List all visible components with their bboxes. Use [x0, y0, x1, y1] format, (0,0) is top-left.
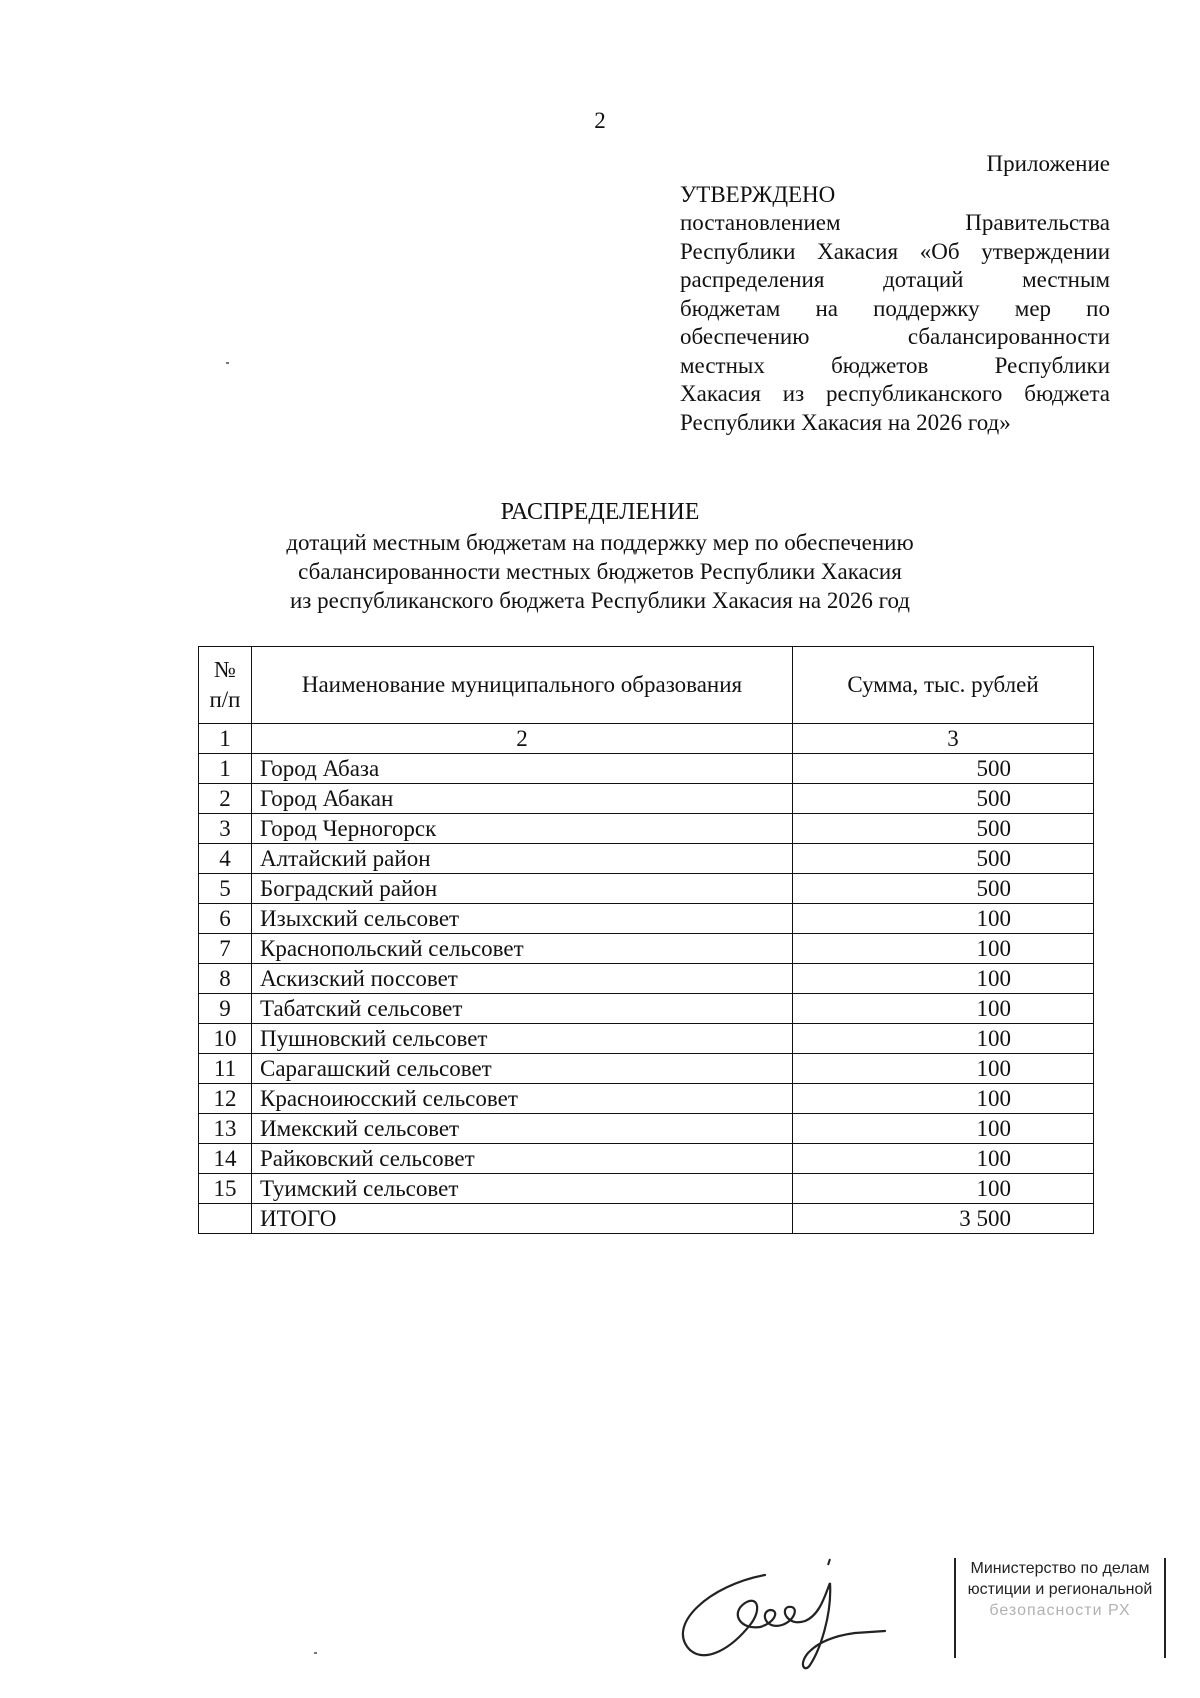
approval-line: бюджетам на поддержку мер по — [680, 295, 1110, 321]
row-number: 11 — [199, 1054, 252, 1084]
amount: 100 — [793, 1054, 1094, 1084]
table-row — [199, 904, 1094, 934]
title-line: сбалансированности местных бюджетов Республики Хакасия — [298, 559, 902, 584]
municipality-name: Изыхский сельсовет — [252, 904, 793, 934]
header-name: Наименование муниципального образования — [252, 647, 793, 724]
amount: 100 — [793, 934, 1094, 964]
table-row — [199, 784, 1094, 814]
row-number: 9 — [199, 994, 252, 1024]
table-row — [199, 994, 1094, 1024]
municipality-name: Райковский сельсовет — [252, 1144, 793, 1174]
municipality-name: Пушновский сельсовет — [252, 1024, 793, 1054]
row-number: 12 — [199, 1084, 252, 1114]
header-number-abbr: п/п — [209, 687, 241, 712]
approved-label: УТВЕРЖДЕНО — [680, 181, 836, 207]
title-line: из республиканского бюджета Республики Хакасия на 2026 год — [290, 588, 910, 613]
row-number: 5 — [199, 874, 252, 904]
municipality-name: Боградский район — [252, 874, 793, 904]
column-numbers-row — [199, 724, 1094, 754]
row-number: 10 — [199, 1024, 252, 1054]
amount: 100 — [793, 1024, 1094, 1054]
municipality-name: Аскизский поссовет — [252, 964, 793, 994]
registration-stamp — [954, 1558, 1166, 1658]
approval-line: Хакасия из республиканского бюджета — [680, 381, 1110, 406]
amount: 500 — [793, 874, 1094, 904]
approval-line: Республики Хакасия на 2026 год» — [680, 409, 1011, 435]
distribution-table — [198, 646, 1094, 1234]
table-row — [199, 1114, 1094, 1144]
municipality-name: Имекский сельсовет — [252, 1114, 793, 1144]
approval-line: Республики Хакасия «Об утверждении — [680, 238, 1110, 264]
page-number: 2 — [594, 108, 606, 133]
amount: 100 — [793, 964, 1094, 994]
approval-line: местных бюджетов Республики — [680, 352, 1110, 378]
approval-line: распределения дотаций местным — [680, 267, 1110, 292]
amount: 500 — [793, 784, 1094, 814]
appendix-label: Приложение — [986, 151, 1110, 176]
amount: 100 — [793, 1174, 1094, 1204]
table-row — [199, 874, 1094, 904]
municipality-name: Город Черногорск — [252, 814, 793, 844]
table-row — [199, 1024, 1094, 1054]
total-municipality-name: ИТОГО — [252, 1204, 793, 1234]
total-row — [199, 1204, 1094, 1234]
stamp-line: Министерство по делам — [970, 1560, 1150, 1577]
table-row — [199, 1174, 1094, 1204]
scan-speck — [226, 362, 229, 364]
municipality-name: Туимский сельсовет — [252, 1174, 793, 1204]
table-row — [199, 1054, 1094, 1084]
table-row — [199, 1084, 1094, 1114]
amount: 100 — [793, 1144, 1094, 1174]
table-row — [199, 844, 1094, 874]
amount: 500 — [793, 754, 1094, 784]
title-heading: РАСПРЕДЕЛЕНИЕ — [500, 499, 700, 525]
table-row — [199, 814, 1094, 844]
municipality-name: Табатский сельсовет — [252, 994, 793, 1024]
approval-line: постановлением Правительства — [680, 210, 1110, 235]
amount: 500 — [793, 844, 1094, 874]
total-amount: 3 500 — [793, 1204, 1094, 1234]
row-number: 13 — [199, 1114, 252, 1144]
scan-speck — [314, 1652, 317, 1654]
appendix-block — [680, 150, 1110, 437]
total-row-number — [199, 1204, 252, 1234]
signature-icon — [670, 1555, 950, 1675]
municipality-name: Город Абакан — [252, 784, 793, 814]
header-number — [199, 647, 252, 724]
municipality-name: Алтайский район — [252, 844, 793, 874]
table-row — [199, 1144, 1094, 1174]
approval-line: обеспечению сбалансированности — [680, 324, 1110, 349]
row-number: 14 — [199, 1144, 252, 1174]
column-number: 3 — [793, 724, 1094, 754]
header-number-symbol: № — [214, 657, 236, 682]
table-row — [199, 754, 1094, 784]
stamp-line: безопасности РХ — [989, 1602, 1131, 1619]
document-title — [0, 498, 1200, 615]
row-number: 2 — [199, 784, 252, 814]
amount: 500 — [793, 814, 1094, 844]
row-number: 7 — [199, 934, 252, 964]
amount: 100 — [793, 1114, 1094, 1144]
table-row — [199, 934, 1094, 964]
amount: 100 — [793, 994, 1094, 1024]
amount: 100 — [793, 904, 1094, 934]
table-row — [199, 964, 1094, 994]
row-number: 1 — [199, 754, 252, 784]
title-line: дотаций местным бюджетам на поддержку мер по обеспечению — [286, 530, 914, 555]
municipality-name: Краснопольский сельсовет — [252, 934, 793, 964]
row-number: 4 — [199, 844, 252, 874]
municipality-name: Город Абаза — [252, 754, 793, 784]
table-header-row — [199, 647, 1094, 724]
column-number: 1 — [199, 724, 252, 754]
municipality-name: Сарагашский сельсовет — [252, 1054, 793, 1084]
row-number: 15 — [199, 1174, 252, 1204]
stamp-line: юстиции и региональной — [967, 1581, 1153, 1598]
row-number: 8 — [199, 964, 252, 994]
approval-text — [680, 209, 1110, 437]
amount: 100 — [793, 1084, 1094, 1114]
row-number: 6 — [199, 904, 252, 934]
municipality-name: Красноиюсский сельсовет — [252, 1084, 793, 1114]
row-number: 3 — [199, 814, 252, 844]
column-number: 2 — [252, 724, 793, 754]
header-sum: Сумма, тыс. рублей — [793, 647, 1094, 724]
